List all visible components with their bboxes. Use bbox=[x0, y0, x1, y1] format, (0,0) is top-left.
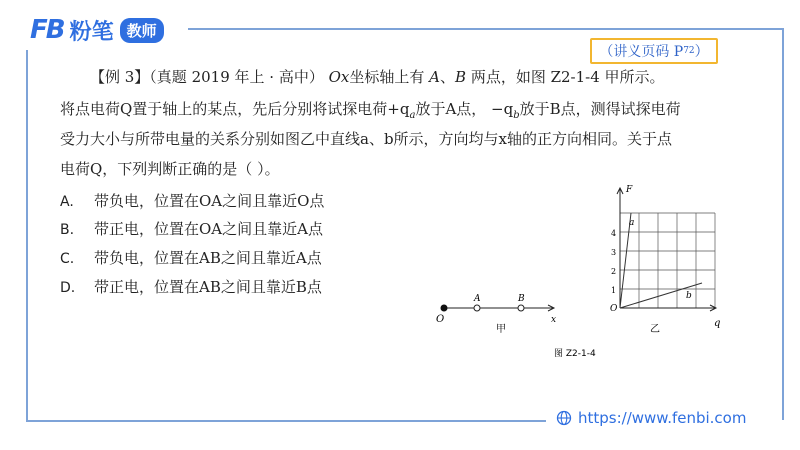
option-a[interactable] bbox=[60, 190, 324, 213]
option-text: 带正电，位置在OA之间且靠近A点 bbox=[94, 220, 323, 238]
yi-tick-4: 4 bbox=[611, 229, 617, 238]
option-letter: A. bbox=[60, 194, 74, 210]
option-d[interactable] bbox=[60, 276, 322, 299]
yi-caption: 乙 bbox=[650, 324, 660, 335]
figure-yi bbox=[610, 185, 720, 335]
frame-top-border bbox=[188, 28, 783, 30]
charge-subscript-a: a bbox=[409, 110, 416, 121]
yi-tick-1: 1 bbox=[611, 286, 617, 295]
footer-url[interactable] bbox=[556, 409, 746, 427]
question-line-4: 电荷Q，下列判断正确的是（ ）。 bbox=[60, 160, 280, 178]
point-a-dot bbox=[474, 305, 480, 311]
option-b[interactable] bbox=[60, 218, 323, 241]
point-b-dot bbox=[518, 305, 524, 311]
charge-subscript-b: b bbox=[513, 110, 520, 121]
point-b-label: B bbox=[455, 68, 467, 86]
axis-label-ox: Ox bbox=[328, 68, 350, 86]
reference-text: （讲义页码 P bbox=[599, 44, 684, 60]
handout-page-reference bbox=[590, 38, 718, 64]
jia-axis-x-label: x bbox=[551, 315, 557, 325]
question-text-part: 放于A点， −q bbox=[415, 100, 514, 118]
jia-label-o: O bbox=[436, 314, 445, 325]
question-text-part: 放于B点，测得试探电荷 bbox=[519, 100, 681, 118]
yi-q-label: q bbox=[714, 318, 721, 329]
frame-right-border bbox=[782, 28, 784, 420]
footer-url-text: https://www.fenbi.com bbox=[578, 409, 747, 427]
yi-line-b-label: b bbox=[686, 291, 692, 301]
option-letter: B. bbox=[60, 222, 75, 238]
question-text-part: 坐标轴上有 bbox=[349, 68, 430, 86]
figure-caption: 图 Z2-1-4 bbox=[554, 349, 596, 359]
yi-f-label: F bbox=[626, 185, 633, 195]
jia-caption: 甲 bbox=[496, 324, 506, 335]
reference-page-number: 72 bbox=[683, 46, 695, 56]
frame-bottom-border bbox=[26, 420, 546, 422]
jia-label-b: B bbox=[518, 294, 525, 304]
question-source: 【例 3】（真题 2019 年上 · 高中） bbox=[90, 68, 329, 86]
option-c[interactable] bbox=[60, 247, 322, 270]
question-text-part: 两点，如图 Z2-1-4 甲所示。 bbox=[466, 68, 665, 86]
globe-icon bbox=[556, 410, 572, 426]
option-text: 带负电，位置在OA之间且靠近O点 bbox=[94, 192, 325, 210]
logo-name: 粉笔 bbox=[69, 19, 114, 45]
option-letter: C. bbox=[60, 251, 75, 267]
option-text: 带正电，位置在AB之间且靠近B点 bbox=[94, 278, 322, 296]
brand-logo bbox=[30, 14, 164, 46]
logo-tag: 教师 bbox=[120, 18, 164, 43]
frame-left-border bbox=[26, 50, 28, 422]
option-text: 带负电，位置在AB之间且靠近A点 bbox=[94, 249, 322, 267]
figure-jia bbox=[436, 294, 556, 335]
question-text-part: 、 bbox=[440, 68, 456, 86]
question-line-1 bbox=[60, 66, 760, 88]
question-text-part: 将点电荷Q置于轴上的某点，先后分别将试探电荷+q bbox=[60, 100, 410, 118]
question-line-2 bbox=[60, 98, 760, 127]
yi-tick-2: 2 bbox=[611, 267, 617, 276]
option-letter: D. bbox=[60, 280, 76, 296]
jia-label-a: A bbox=[474, 294, 481, 304]
yi-tick-3: 3 bbox=[611, 248, 617, 257]
logo-mark: FB bbox=[30, 15, 64, 45]
figure-z2-1-4 bbox=[420, 180, 740, 365]
point-o-dot bbox=[441, 305, 448, 312]
question-line-3: 受力大小与所带电量的关系分别如图乙中直线a、b所示，方向均与x轴的正方向相同。关于点 bbox=[60, 130, 673, 148]
yi-line-a-label: a bbox=[629, 218, 635, 228]
reference-close: ） bbox=[694, 44, 709, 60]
yi-origin-label: O bbox=[610, 304, 618, 314]
point-a-label: A bbox=[429, 68, 440, 86]
